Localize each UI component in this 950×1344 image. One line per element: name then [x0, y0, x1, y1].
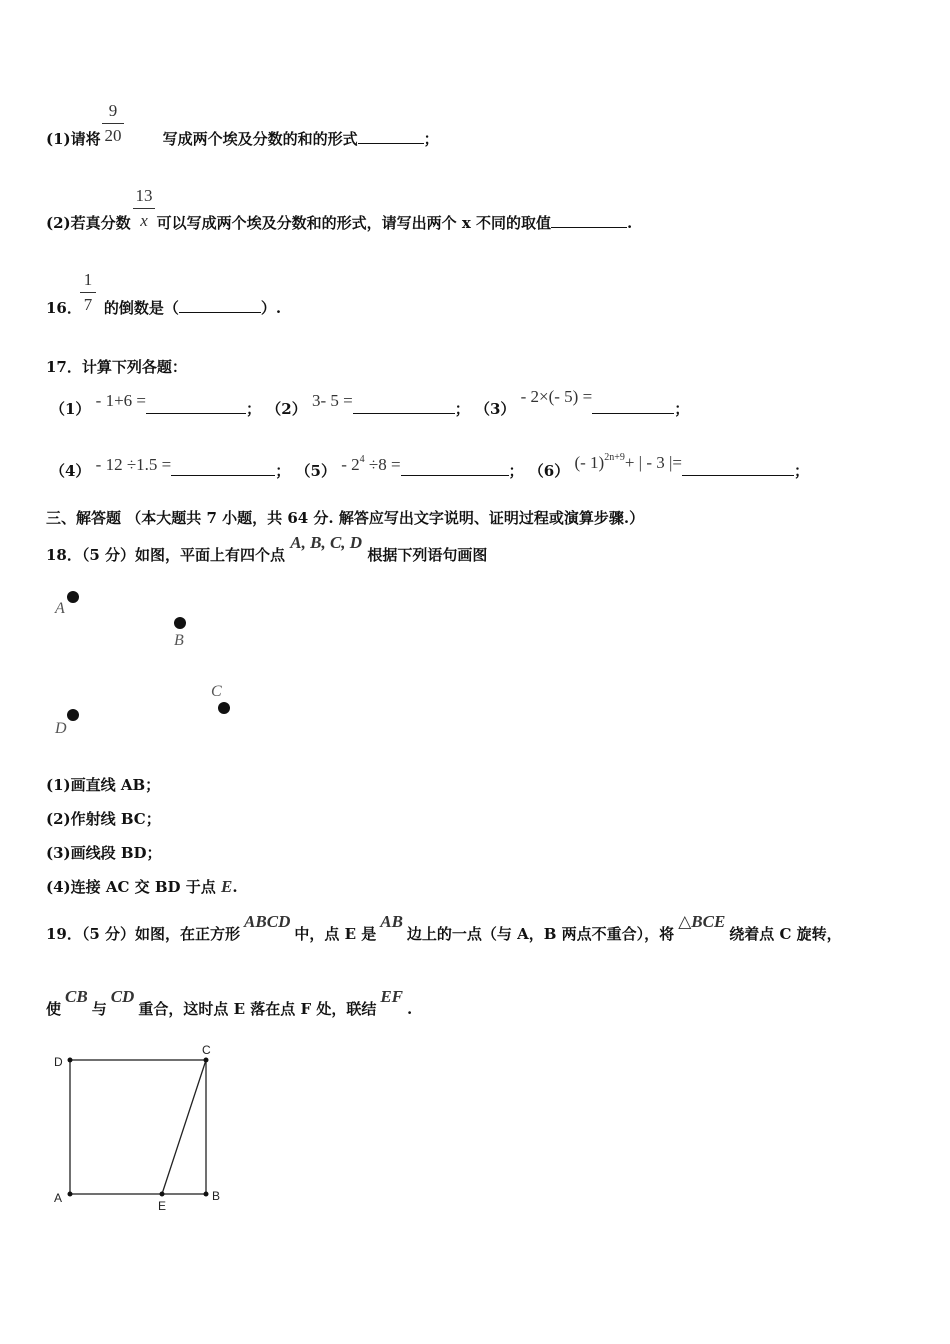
answer-blank[interactable]	[146, 399, 246, 414]
answer-blank[interactable]	[682, 461, 794, 476]
answer-blank[interactable]	[179, 298, 261, 313]
vertex-c-dot	[204, 1058, 209, 1063]
fraction-numerator: 9	[108, 101, 118, 120]
fraction-numerator: 1	[83, 270, 93, 289]
q17-row1: （1） - 1+6 = ； （2） 3- 5 = ； （3） - 2×(- 5) =；	[50, 387, 690, 418]
point-a-dot	[67, 591, 79, 603]
q18-sub-2: (2)作射线 BC；	[46, 810, 161, 828]
answer-blank[interactable]	[592, 399, 674, 414]
vertex-a-dot	[68, 1192, 73, 1197]
q15-part1: (1)请将 写成两个埃及分数的和的形式 ；	[46, 130, 439, 148]
point-b-label: B	[174, 632, 184, 649]
answer-blank[interactable]	[401, 461, 509, 476]
fraction-numerator: 13	[135, 186, 153, 205]
segment-ce	[162, 1060, 206, 1194]
vertex-d-label: D	[54, 1055, 63, 1069]
q19-line1: 19．（5 分）如图，在正方形ABCD中，点 E 是AB边上的一点（与 A，B 两点不重合），将△BCE绕着点 C 旋转，	[46, 912, 842, 943]
q19-square-figure	[40, 1040, 280, 1220]
vertex-a-label: A	[54, 1191, 63, 1205]
q19-line2: 使CB与CD重合，这时点 E 落在点 F 处，联结EF.	[46, 987, 413, 1018]
q17-title: 17．计算下列各题：	[46, 358, 187, 376]
answer-blank[interactable]	[171, 461, 275, 476]
section-heading: 三、解答题 （本大题共 7 小题，共 64 分. 解答应写出文字说明、证明过程或演算步骤.）	[46, 509, 645, 527]
q18-sub-1: (1)画直线 AB；	[46, 776, 161, 794]
point-c-label: C	[211, 683, 222, 700]
q15-part1-text: 写成两个埃及分数的和的形式	[162, 130, 358, 148]
q15-part1-prefix: (1)请将	[46, 130, 101, 148]
fraction-denominator: 7	[83, 295, 93, 314]
vertex-b-label: B	[212, 1189, 221, 1203]
q18-sub-3: (3)画线段 BD；	[46, 844, 162, 862]
q15-part2-text: 可以写成两个埃及分数和的形式，请写出两个 x 不同的取值	[156, 214, 552, 232]
q17-row2: （4） - 12 ÷1.5 = ； $(5) - 2^4 \div 8$ = ； （6） (- 1)$^{2n+9}$+ | - 3 |= ；	[50, 452, 809, 480]
question-number: 16．	[46, 299, 82, 317]
math-points: A, B, C, D	[290, 533, 363, 552]
q15-part2-prefix: (2)若真分数	[46, 214, 131, 232]
q15-part2: (2)若真分数 可以写成两个埃及分数和的形式，请写出两个 x 不同的取值 .	[46, 214, 633, 232]
math-expression: 3- 5 =	[311, 391, 353, 410]
point-e-dot	[160, 1192, 165, 1197]
fraction-denominator: 20	[104, 126, 122, 145]
answer-blank[interactable]	[353, 399, 455, 414]
q18-sub-4: (4)连接 AC 交 BD 于点 E.	[46, 877, 238, 896]
math-expression: - 2×(- 5) =	[520, 387, 593, 406]
q18-prompt: 18．（5 分）如图，平面上有四个点 A, B, C, D 根据下列语句画图	[46, 533, 488, 564]
point-b-dot	[174, 617, 186, 629]
point-c-dot	[218, 702, 230, 714]
vertex-c-label: C	[202, 1043, 211, 1057]
math-expression: - 1+6 =	[95, 391, 147, 410]
answer-blank[interactable]	[551, 213, 627, 228]
math-expression: - 12 ÷1.5 =	[95, 455, 172, 474]
square-abcd	[70, 1060, 206, 1194]
vertex-b-dot	[204, 1192, 209, 1197]
point-a-label: A	[55, 600, 65, 617]
vertex-d-dot	[68, 1058, 73, 1063]
math-expression: - $2^4 \div 8$ =	[341, 454, 401, 474]
point-e-label: E	[158, 1199, 167, 1213]
math-expression: (- 1)$^{2n+9}$+ | - 3 |=	[574, 452, 682, 472]
fraction-denominator: x	[140, 211, 148, 230]
point-d-label: D	[55, 720, 67, 737]
point-d-dot	[67, 709, 79, 721]
answer-blank[interactable]	[358, 129, 424, 144]
q16: 16． 的倒数是（ ）.	[46, 299, 282, 317]
